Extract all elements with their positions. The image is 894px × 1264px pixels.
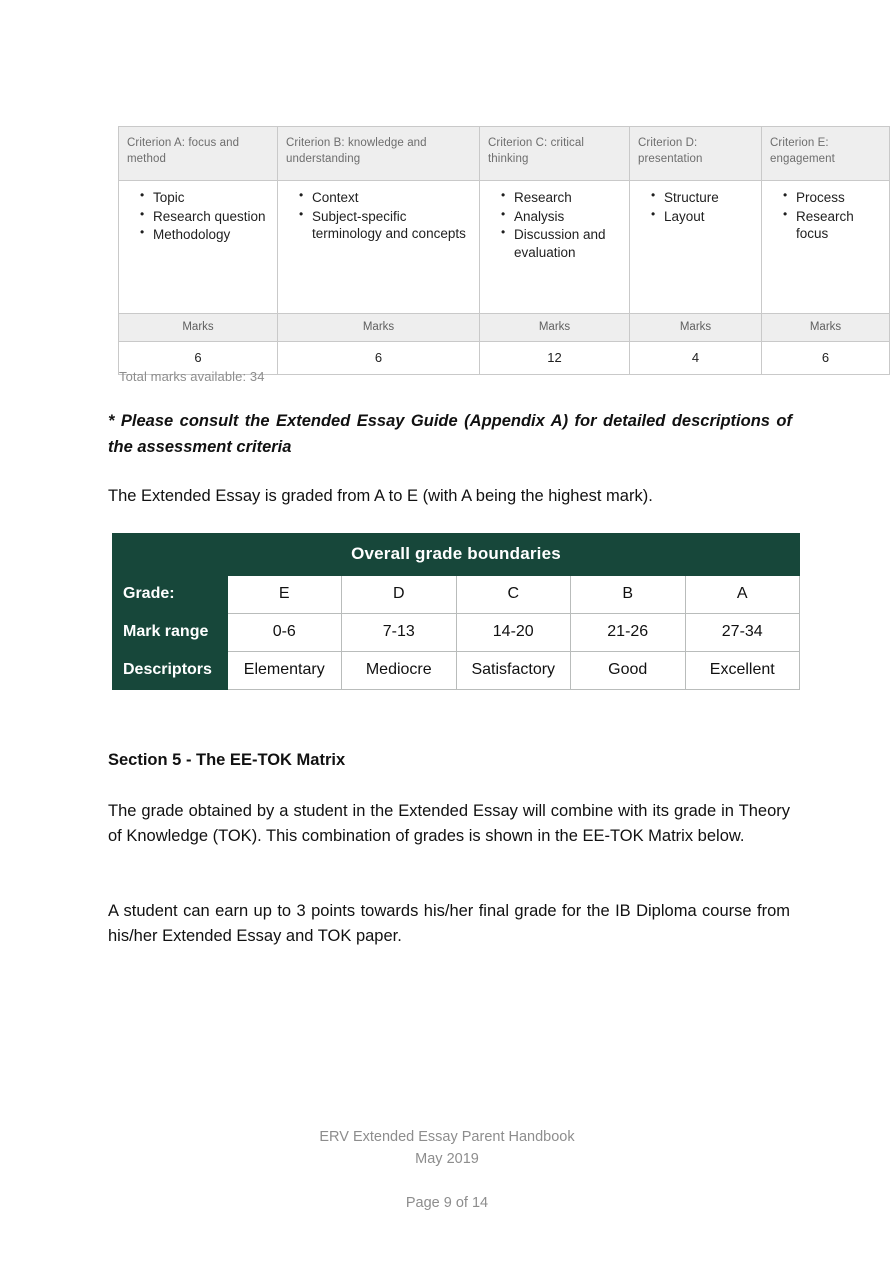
page-footer	[0, 1127, 894, 1214]
descriptor-d: Mediocre	[342, 652, 457, 690]
marks-value-d: 4	[630, 341, 762, 374]
footer-handbook-title: ERV Extended Essay Parent Handbook	[319, 1129, 575, 1145]
list-item: • Methodology	[153, 226, 269, 244]
criteria-body-e	[762, 180, 890, 313]
descriptors-row-label: Descriptors	[113, 652, 228, 690]
mark-range-b: 21-26	[571, 614, 686, 652]
descriptor-c: Satisfactory	[456, 652, 571, 690]
criteria-list-b	[282, 189, 475, 243]
mark-range-a: 27-34	[685, 614, 800, 652]
list-item: • Layout	[664, 208, 753, 226]
grade-value-d: D	[342, 576, 457, 614]
mark-range-row-label: Mark range	[113, 614, 228, 652]
list-item: • Discussion and evaluation	[514, 226, 621, 262]
list-item: • Structure	[664, 189, 753, 207]
criteria-header-e: Criterion E: engagement	[762, 127, 890, 181]
marks-label-e: Marks	[762, 313, 890, 341]
grade-value-c: C	[456, 576, 571, 614]
marks-value-e: 6	[762, 341, 890, 374]
assessment-criteria-note: * Please consult the Extended Essay Guide (Appendix A) for detailed descriptions of the assessment criteria	[108, 412, 792, 456]
criteria-header-row	[119, 127, 890, 181]
marks-label-c: Marks	[480, 313, 630, 341]
marks-label-b: Marks	[278, 313, 480, 341]
criteria-body-d	[630, 180, 762, 313]
list-item: • Context	[312, 189, 471, 207]
section-5-paragraph-1: The grade obtained by a student in the Extended Essay will combine with its grade in Theory of Knowledge (TOK). This combination of grades is shown in the EE-TOK Matrix below.	[108, 802, 790, 846]
footer-date: May 2019	[415, 1150, 479, 1167]
assessment-criteria-table	[118, 126, 890, 375]
criteria-header-d: Criterion D: presentation	[630, 127, 762, 181]
overall-grade-boundaries-table	[112, 533, 800, 690]
grades-mark-range-row	[113, 614, 800, 652]
grade-value-b: B	[571, 576, 686, 614]
grade-value-e: E	[227, 576, 342, 614]
criteria-list-e	[766, 189, 885, 243]
criteria-body-c	[480, 180, 630, 313]
marks-value-b: 6	[278, 341, 480, 374]
criteria-body-row	[119, 180, 890, 313]
grades-descriptors-row	[113, 652, 800, 690]
marks-label-a: Marks	[119, 313, 278, 341]
mark-range-c: 14-20	[456, 614, 571, 652]
criteria-body-b	[278, 180, 480, 313]
list-item: • Research question	[153, 208, 269, 226]
marks-value-c: 12	[480, 341, 630, 374]
total-marks-caption: Total marks available: 34	[119, 369, 265, 384]
grading-scale-paragraph: The Extended Essay is graded from A to E (with A being the highest mark).	[108, 487, 653, 505]
criteria-header-b: Criterion B: knowledge and understanding	[278, 127, 480, 181]
list-item: • Research	[514, 189, 621, 207]
footer-page-number: Page 9 of 14	[405, 1194, 489, 1211]
criteria-header-a: Criterion A: focus and method	[119, 127, 278, 181]
section-5-paragraph-2: A student can earn up to 3 points towards his/her final grade for the IB Diploma course from his/her Extended Essay and TOK paper.	[108, 902, 790, 946]
list-item: • Analysis	[514, 208, 621, 226]
descriptor-e: Elementary	[227, 652, 342, 690]
grade-row-label: Grade:	[113, 576, 228, 614]
criteria-list-c	[484, 189, 625, 262]
section-5-heading: Section 5 - The EE-TOK Matrix	[108, 751, 346, 769]
mark-range-e: 0-6	[227, 614, 342, 652]
criteria-header-c: Criterion C: critical thinking	[480, 127, 630, 181]
criteria-list-a	[123, 189, 273, 244]
list-item: • Research focus	[796, 208, 881, 244]
grade-value-a: A	[685, 576, 800, 614]
descriptor-b: Good	[571, 652, 686, 690]
list-item: • Process	[796, 189, 881, 207]
criteria-marks-label-row	[119, 313, 890, 341]
list-item: • Subject-specific terminology and concepts	[312, 208, 471, 244]
descriptor-a: Excellent	[685, 652, 800, 690]
criteria-list-d	[634, 189, 757, 226]
marks-value-a: 6	[119, 341, 278, 374]
grades-grade-row	[113, 576, 800, 614]
grades-table-title: Overall grade boundaries	[113, 534, 800, 576]
marks-label-d: Marks	[630, 313, 762, 341]
mark-range-d: 7-13	[342, 614, 457, 652]
criteria-body-a	[119, 180, 278, 313]
list-item: • Topic	[153, 189, 269, 207]
grades-title-row	[113, 534, 800, 576]
